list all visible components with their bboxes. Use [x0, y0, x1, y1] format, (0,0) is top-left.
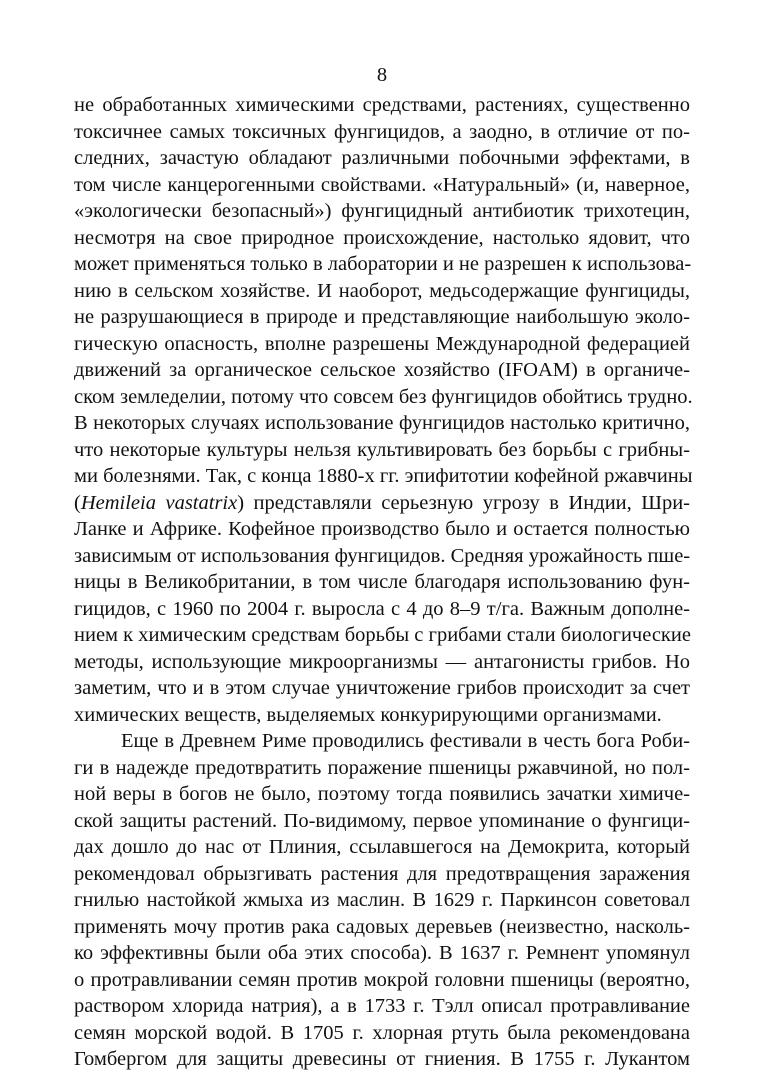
text-line: химических веществ, выделяемых конкурирующими организмами. [74, 703, 662, 726]
text-line: гицидов, с 1960 по 2004 г. выросла с 4 до 8–9 т/га. Важным дополне- [74, 597, 690, 620]
text-line: ницы в Великобритании, в том числе благодаря использованию фун- [74, 571, 690, 593]
text-line: В некоторых случаях использование фунгицидов настолько критично, [74, 412, 690, 434]
text-line: может применяться только в лаборатории и не разрешен к использова- [74, 253, 692, 275]
text-line: не разрушающиеся в природе и представляющие наибольшую эколо- [74, 306, 690, 328]
text-line: гическую опасность, вполне разрешены Международной федерацией [74, 332, 690, 355]
text-line: применять мочу против рака садовых деревьев (неизвестно, насколь- [74, 915, 690, 938]
text-line: рекомендовал обрызгивать растения для предотвращения заражения [74, 862, 690, 885]
paragraph-2 [74, 728, 690, 1073]
text-line: раствором хлорида натрия), а в 1733 г. Тэлл описал протравливание [74, 995, 690, 1017]
document-page [74, 62, 693, 1073]
text-line: не обработанных химическими средствами, растениях, существенно [74, 94, 690, 116]
text-line: Еще в Древнем Риме проводились фестивали в честь бога Роби- [121, 730, 690, 752]
text-line: следних, зачастую обладают различными побочными эффектами, в [74, 147, 690, 169]
text-line: несмотря на свое природное происхождение, настолько ядовит, что [74, 226, 690, 249]
text-line: ми болезнями. Так, с конца 1880-х гг. эпифитотии кофейной ржавчины [74, 465, 693, 487]
text-line: что некоторые культуры нельзя культивировать без борьбы с грибны- [74, 438, 690, 461]
text-line: ги в надежде предотвратить поражение пшеницы ржавчиной, но пол- [74, 756, 690, 779]
text-line: ной веры в богов не было, поэтому тогда появились зачатки химиче- [74, 783, 690, 805]
text-line: методы, использующие микроорганизмы — антагонисты грибов. Но [74, 650, 690, 673]
latin-species-name: Hemileia vastatrix [80, 491, 238, 514]
text-line-with-italic [74, 490, 690, 517]
text-line: Гомбергом для защиты древесины от гниения. В 1755 г. Лукантом [74, 1048, 690, 1070]
text-line: заметим, что и в этом случае уничтожение грибов происходит за счет [74, 677, 690, 699]
text-line: «экологически безопасный») фунгицидный антибиотик трихотецин, [74, 200, 690, 222]
page-number: 8 [376, 64, 388, 86]
text-fragment: ) представляли серьезную угрозу в Индии, Шри- [237, 491, 690, 514]
text-line: том числе канцерогенными свойствами. «Натуральный» (и, наверное, [74, 173, 690, 196]
text-line: о протравливании семян против мокрой головни пшеницы (вероятно, [74, 968, 690, 991]
text-line: нию в сельском хозяйстве. И наоборот, медьсодержащие фунгициды, [74, 279, 690, 302]
text-line: токсичнее самых токсичных фунгицидов, а заодно, в отличие от по- [74, 120, 690, 143]
text-fragment: ( [74, 491, 81, 514]
text-line: Ланке и Африке. Кофейное производство было и остается полностью [74, 518, 690, 540]
text-line: нием к химическим средствам борьбы с грибами стали биологические [74, 624, 691, 646]
text-line: зависимым от использования фунгицидов. Средняя урожайность пше- [74, 544, 691, 567]
text-line: дах дошло до нас от Плиния, ссылавшегося на Демокрита, который [74, 836, 690, 858]
text-line: движений за органическое сельское хозяйство (IFOAM) в органиче- [74, 359, 690, 381]
text-line: ко эффективны были оба этих способа). В 1637 г. Ремнент упомянул [74, 942, 690, 964]
text-line: семян морской водой. В 1705 г. хлорная ртуть была рекомендована [74, 1021, 690, 1044]
text-line: гнилью настойкой жмыха из маслин. В 1629 г. Паркинсон советовал [74, 889, 690, 911]
paragraph-1 [74, 92, 693, 728]
text-line: ском земледелии, потому что совсем без фунгицидов обойтись трудно. [74, 385, 693, 408]
text-line: ской защиты растений. По-видимому, первое упоминание о фунгици- [74, 809, 690, 832]
